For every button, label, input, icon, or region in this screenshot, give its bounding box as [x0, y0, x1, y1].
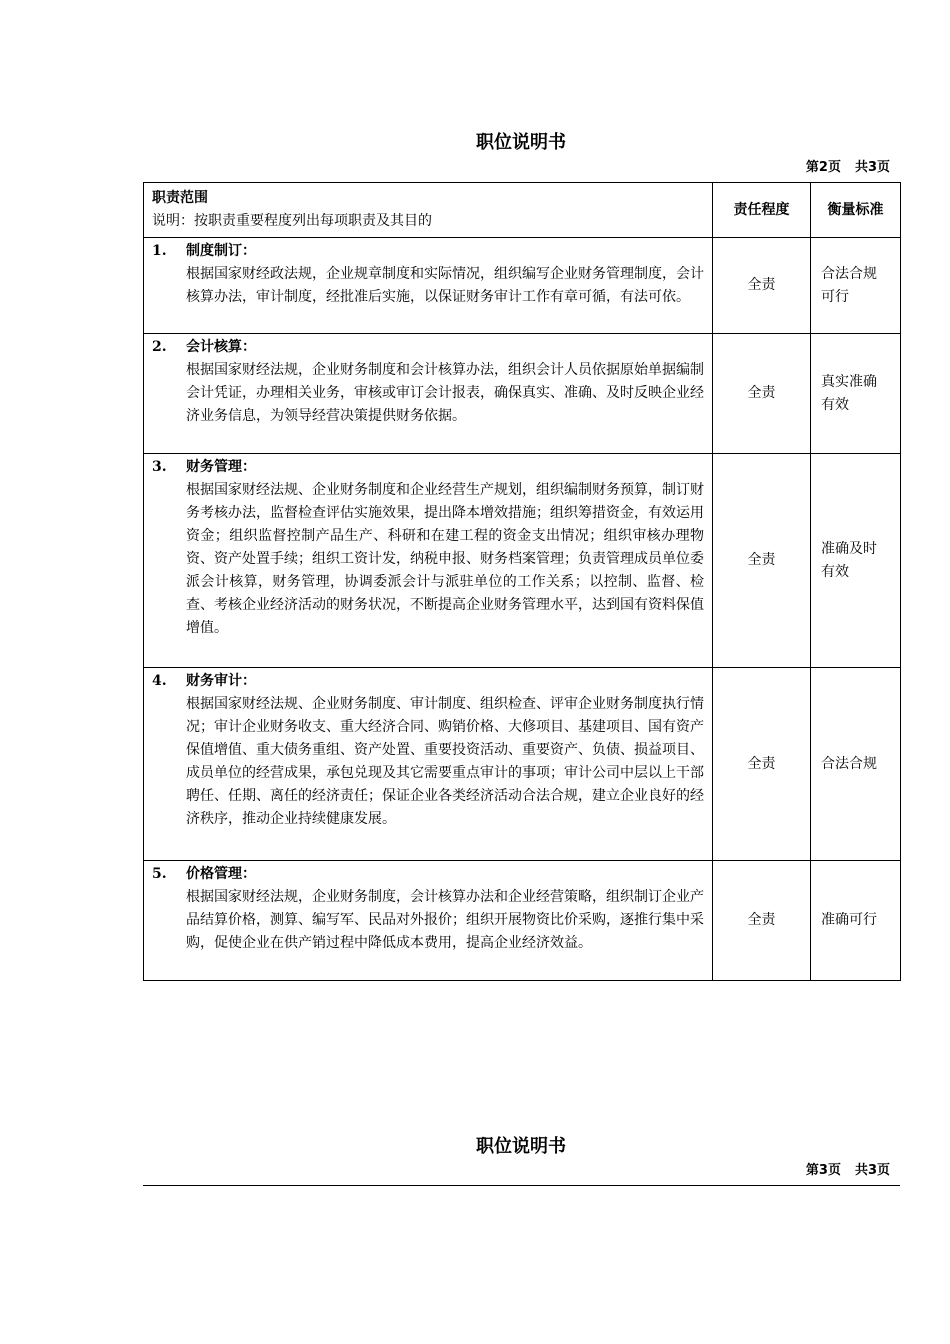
page-number [806, 1159, 890, 1178]
duty-description: 根据国家财经法规、企业财务制度、审计制度、组织检查、评审企业财务制度执行情况；审计企业财务收支、重大经济合同、购销价格、大修项目、基建项目、国有资产保值增值、重大债务重组、资产处置、重要投资活动、重要资产、负债、损益项目、成员单位的经营成果，承包兑现及其它需要重点审计的事项；审计公司中层以上干部聘任、任期、离任的经济责任；保证企业各类经济活动合法合规，建立企业良好的经济秩序，推动企业持续健康发展。 [186, 696, 704, 827]
table-row [144, 334, 901, 454]
duty-name: 价格管理： [186, 866, 256, 882]
duty-description: 根据国家财经法规，企业财务制度，会计核算办法和企业经营策略，组织制订企业产品结算价格，测算、编写军、民品对外报价；组织开展物资比价采购，逐推行集中采购，促使企业在供产销过程中降低成本费用，提高企业经济效益。 [186, 889, 704, 951]
resp-header: 责任程度 [713, 183, 811, 238]
standard-cell: 准确可行 [811, 861, 901, 981]
duty-cell [144, 668, 713, 861]
duty-name: 制度制订： [186, 243, 256, 259]
duty-table [143, 182, 901, 981]
duty-description: 根据国家财经法规，企业财务制度和会计核算办法，组织会计人员依据原始单据编制会计凭证，办理相关业务，审核或审订会计报表，确保真实、准确、及时反映企业经济业务信息，为领导经营决策提供财务依据。 [186, 362, 704, 424]
scope-title: 职责范围 [152, 190, 208, 206]
page-index: 第3页 [805, 1163, 841, 1178]
duty-cell [144, 861, 713, 981]
responsibility-cell: 全责 [713, 238, 811, 334]
duty-number: 4. [152, 673, 167, 689]
duty-cell [144, 334, 713, 454]
duty-number: 5. [152, 866, 167, 882]
duty-number: 1. [152, 243, 167, 259]
duty-name: 会计核算： [186, 339, 256, 355]
table-row [144, 238, 901, 334]
table-row [144, 454, 901, 668]
page-title: 职位说明书 [476, 1136, 566, 1157]
header-rule [143, 1185, 900, 1186]
duty-number: 3. [152, 459, 167, 475]
standard-cell: 合法合规可行 [811, 238, 901, 334]
standard-cell: 合法合规 [811, 668, 901, 861]
scope-note: 说明：按职责重要程度列出每项职责及其目的 [152, 213, 432, 229]
duty-cell [144, 238, 713, 334]
standard-cell: 真实准确有效 [811, 334, 901, 454]
duty-name: 财务审计： [186, 673, 256, 689]
page-index: 第2页 [805, 160, 841, 175]
duty-number: 2. [152, 339, 167, 355]
standard-cell: 准确及时有效 [811, 454, 901, 668]
responsibility-cell: 全责 [713, 454, 811, 668]
responsibility-cell: 全责 [713, 668, 811, 861]
table-row [144, 668, 901, 861]
page-total: 共3页 [854, 1163, 890, 1178]
duty-description: 根据国家财经政法规，企业规章制度和实际情况，组织编写企业财务管理制度，会计核算办法，审计制度，经批准后实施，以保证财务审计工作有章可循，有法可依。 [186, 266, 704, 305]
page-number [806, 156, 890, 175]
scope-header-cell [144, 183, 713, 238]
table-row [144, 861, 901, 981]
duty-description: 根据国家财经法规、企业财务制度和企业经营生产规划，组织编制财务预算，制订财务考核办法，监督检查评估实施效果，提出降本增效措施；组织筹措资金，有效运用资金；组织监督控制产品生产、科研和在建工程的资金支出情况；组织审核办理物资、资产处置手续；组织工资计发，纳税申报、财务档案管理；负责管理成员单位委派会计核算，财务管理，协调委派会计与派驻单位的工作关系；以控制、监督、检查、考核企业经济活动的财务状况，不断提高企业财务管理水平，达到国有资料保值增值。 [186, 482, 704, 636]
responsibility-cell: 全责 [713, 861, 811, 981]
page-title: 职位说明书 [476, 132, 566, 153]
duty-name: 财务管理： [186, 459, 256, 475]
page-total: 共3页 [854, 160, 890, 175]
std-header: 衡量标准 [811, 183, 901, 238]
table-header-row [144, 183, 901, 238]
responsibility-cell: 全责 [713, 334, 811, 454]
duty-cell [144, 454, 713, 668]
